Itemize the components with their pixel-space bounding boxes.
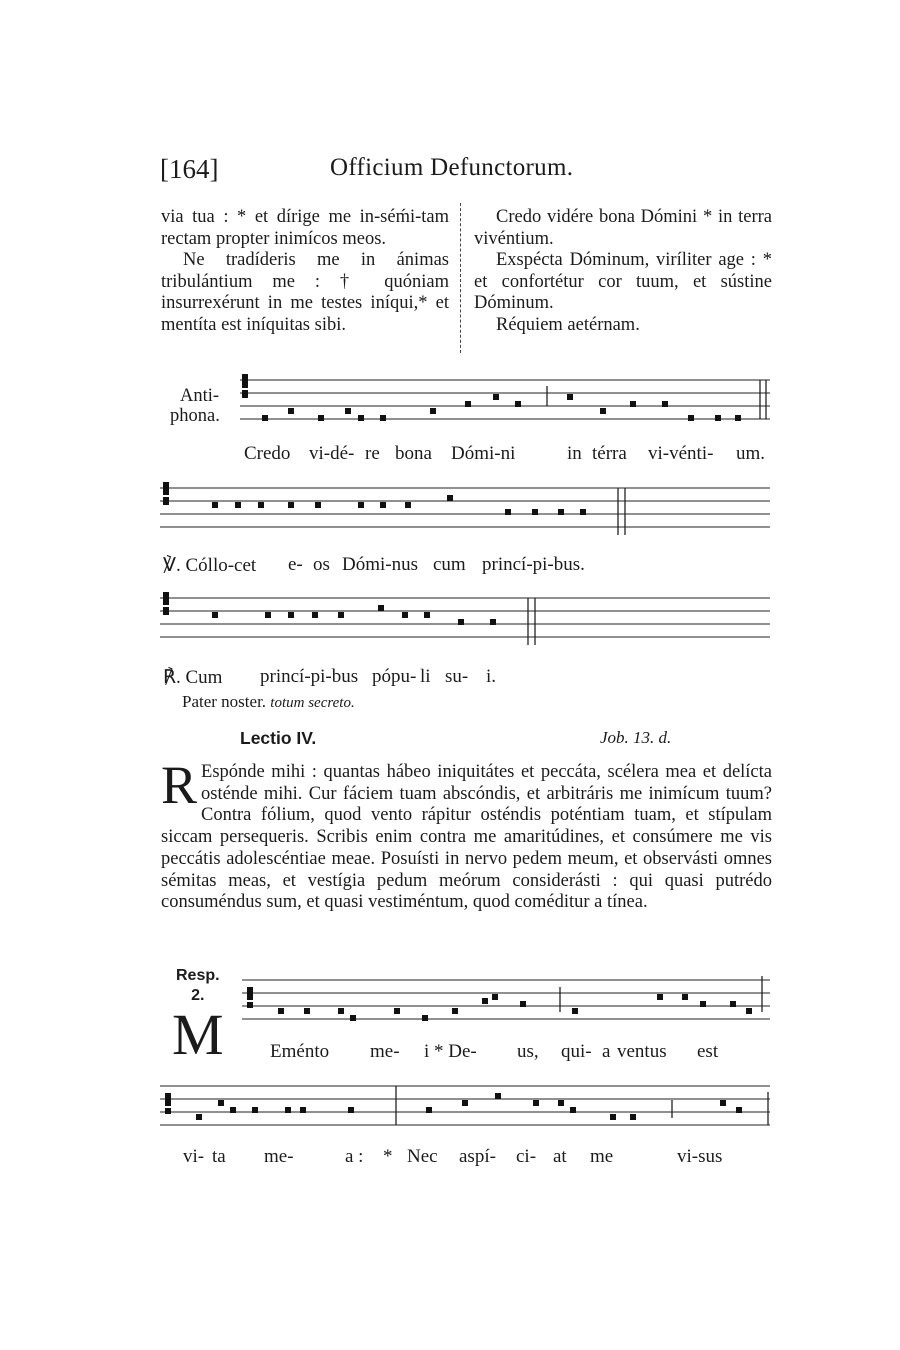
antiphon-staff [240, 372, 772, 442]
page-title: Officium Defunctorum. [330, 154, 574, 181]
responsory-syllable: * [383, 1146, 393, 1167]
responsory-staff-1 [242, 972, 772, 1032]
antiphon-syllable: térra [592, 443, 627, 464]
responsory-staff-2 [160, 1078, 772, 1138]
psalm-verse: Credo vidére bona Dómini * in terra vivéntium. [474, 207, 772, 249]
psalm-verse: via tua : * et dírige me in-séḿi-tam rectam propter inimícos meos. [161, 207, 449, 249]
versicle-syllable: cum [433, 554, 466, 575]
responsory-syllable: a [602, 1041, 611, 1062]
responsory-syllable: me [590, 1146, 614, 1167]
responsory-syllable: qui- [561, 1041, 592, 1062]
psalm-verse: Exspécta Dóminum, viríliter age : * et confortétur cor tuum, et sústine Dóminum. [474, 250, 772, 313]
antiphon-syllable: vi-vénti- [648, 443, 714, 464]
psalm-verse: Ne tradíderis me in ánimas tribulántium me : † quóniam insurrexérunt in me testes iníqui,* et mentíta est iníquitas sibi. [161, 250, 449, 335]
antiphon-label: Anti- [180, 386, 220, 406]
responsory-syllable: me- [264, 1146, 294, 1167]
response-syllable: princí-pi-bus [260, 666, 359, 687]
response-syllable: su- [445, 666, 469, 687]
antiphon-syllable: bona [395, 443, 432, 464]
page-number: [164] [160, 154, 219, 184]
pater-noster-line [182, 692, 355, 712]
responsory-label-line: Resp. [176, 967, 220, 984]
responsory-syllable: ci- [516, 1146, 537, 1167]
lectio-body [161, 755, 772, 914]
column-divider [460, 203, 461, 353]
responsory-syllable: est [697, 1041, 719, 1062]
responsory-syllable: vi-sus [677, 1146, 723, 1167]
pater-noster-text: Pater noster. [182, 692, 267, 711]
c-clef [242, 374, 248, 388]
pater-noster-rubric: totum secreto. [270, 695, 355, 711]
versicle-staff [160, 480, 772, 540]
response-syllable: li [420, 666, 431, 687]
antiphon-syllable: vi-dé- [309, 443, 355, 464]
versicle-syllable: os [313, 554, 330, 575]
lectio-title: Lectio IV. [240, 728, 317, 748]
responsory-syllable: aspí- [459, 1146, 496, 1167]
response-syllable: pópu- [372, 666, 417, 687]
response-syllable: ℟. Cum [163, 667, 223, 688]
responsory-syllable: Eménto [270, 1041, 330, 1062]
lectio-text: Espónde mihi : quantas hábeo iniquitátes et peccáta, scélera mea et delícta osténde mihi. Cur fáciem tuam abscóndis, et arbitráris me inimícum tuum? Contra fólium, quod vento rápitur osténdis poténtiam tuam, et stípulam siccam persequeris. Scribis enim contra me amaritúdines, et consúmere me vis peccátis adolescéntiae meae. Posuísti in nervo pedem meum, et observásti omnes sémitas meas, et vestígia pedum meórum considerásti : qui quasi putrédo consuméndus sum, et quasi vestiméntum, quod coméditur a tínea. [161, 762, 772, 913]
psalm-right-column [474, 207, 772, 336]
antiphon-label: phona. [170, 406, 220, 426]
versicle-syllable: e- [288, 554, 303, 575]
response-staff [160, 590, 772, 650]
responsory-syllable: i * De- [424, 1041, 477, 1062]
responsory-number: 2. [191, 987, 205, 1004]
responsory-syllable: a : [345, 1146, 364, 1167]
versicle-syllable: Dómi-nus [342, 554, 418, 575]
lectio-reference: Job. 13. d. [600, 728, 672, 747]
psalm-verse: Réquiem aetérnam. [496, 314, 640, 335]
responsory-syllable: vi- [183, 1146, 205, 1167]
antiphon-syllable: Dómi-ni [451, 443, 516, 464]
responsory-capital: M [172, 1002, 224, 1067]
responsory-syllable: at [553, 1146, 567, 1167]
antiphon-syllable: in [567, 443, 582, 464]
responsory-syllable: me- [370, 1041, 400, 1062]
versicle-syllable: ℣. Cóllo-cet [163, 555, 257, 576]
psalm-left-column [161, 207, 449, 336]
response-syllable: i. [486, 666, 497, 687]
antiphon-syllable: Credo [244, 443, 291, 464]
responsory-syllable: Nec [407, 1146, 438, 1167]
antiphon-syllable: re [365, 443, 380, 464]
drop-capital: R [161, 755, 198, 815]
versicle-syllable: princí-pi-bus. [482, 554, 585, 575]
responsory-label [176, 966, 220, 1006]
responsory-syllable: ventus [617, 1041, 667, 1062]
antiphon-syllable: um. [736, 443, 766, 464]
responsory-syllable: ta [212, 1146, 226, 1167]
responsory-syllable: us, [517, 1041, 539, 1062]
